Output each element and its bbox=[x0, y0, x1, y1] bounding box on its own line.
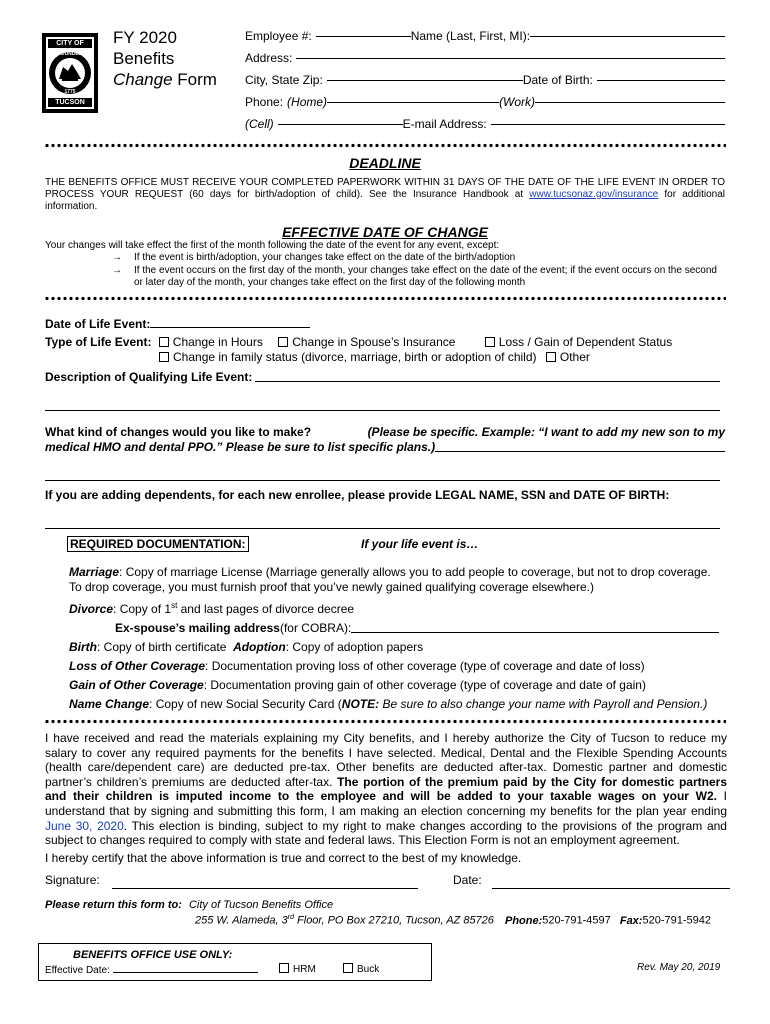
checkbox[interactable] bbox=[278, 337, 288, 347]
city-seal-logo bbox=[42, 33, 98, 113]
work-phone-field[interactable] bbox=[535, 91, 725, 103]
dotted-divider bbox=[44, 296, 726, 301]
description-line-2[interactable] bbox=[45, 410, 720, 411]
required-documentation-heading: REQUIRED DOCUMENTATION: bbox=[67, 536, 249, 552]
type-of-life-event-row-2 bbox=[159, 350, 590, 364]
employee-row: Employee #: Name (Last, First, MI): bbox=[245, 25, 725, 47]
checkbox[interactable] bbox=[546, 352, 556, 362]
employee-info-block bbox=[245, 25, 725, 135]
effective-bullet-1: → If the event is birth/adoption, your changes take effect on the date of the birth/adoption bbox=[112, 252, 516, 263]
employee-name-field[interactable] bbox=[530, 25, 725, 37]
address-row: Address: bbox=[245, 47, 725, 69]
description-field[interactable] bbox=[255, 370, 720, 382]
deadline-title: DEADLINE bbox=[349, 155, 421, 171]
signature-date-field[interactable] bbox=[492, 888, 730, 889]
city-row: City, State Zip: Date of Birth: bbox=[245, 69, 725, 91]
signature-field[interactable] bbox=[112, 888, 418, 889]
deadline-text: THE BENEFITS OFFICE MUST RECEIVE YOUR COMPLETED PAPERWORK WITHIN 31 DAYS OF THE DATE OF THE LIFE EVENT IN ORDER TO PROCESS YOUR REQUEST (60 days for birth/adoption of child). See the Insurance Handbook at www.tucsonaz.gov/insurance for additional information. bbox=[45, 177, 726, 212]
changes-field[interactable] bbox=[435, 440, 725, 452]
opt-family-status[interactable]: Change in family status (divorce, marriage, birth or adoption of child) bbox=[159, 350, 537, 364]
logo-arc-text: FOUNDED bbox=[57, 51, 83, 57]
type-of-life-event-row: Type of Life Event: Change in Hours Change in Spouse’s Insurance Loss / Gain of Dependent Status bbox=[45, 335, 673, 349]
checkbox[interactable] bbox=[159, 337, 169, 347]
effective-date-title: EFFECTIVE DATE OF CHANGE bbox=[282, 224, 488, 240]
logo-top-text: CITY OF bbox=[56, 40, 84, 47]
changes-line-2[interactable] bbox=[45, 480, 720, 481]
dependents-line[interactable] bbox=[45, 528, 720, 529]
doc-name-change: Name Change: Copy of new Social Security Card (NOTE: Be sure to also change your name with Payroll and Pension.) bbox=[69, 697, 708, 711]
email-field[interactable] bbox=[491, 113, 725, 125]
checkbox[interactable] bbox=[159, 352, 169, 362]
effective-intro: Your changes will take effect the first of the month following the date of the event for any event, except: bbox=[45, 240, 500, 251]
cell-phone-field[interactable] bbox=[278, 113, 403, 125]
office-use-hrm[interactable]: HRM bbox=[279, 963, 316, 975]
address-field[interactable] bbox=[296, 47, 725, 59]
authorization-text: I have received and read the materials explaining my City benefits, and I hereby authorize the City of Tucson to reduce my salary to cover any required payments for the benefits I have selected. Medical, Dental and the Flexible Spending Accounts (health care/dependent care) are deducted pre-tax. Other benefits are deducted after-tax. Domestic partner and domestic partner’s children’s premiums are deducted after-tax. The portion of the premium paid by the City for domestic partners and their children is imputed income to the employee and will be added to your taxable wages on your W2. I understand that by signing and submitting this form, I am making an election concerning my benefits for the plan year ending June 30, 2020. This election is binding, subject to my right to make changes according to the provisions of the program and subject to changes required to comply with state and federal laws. This Election Form is not an employment agreement. I hereby certify that the above information is true and correct to the best of my knowledge. bbox=[45, 731, 727, 865]
office-use-title: BENEFITS OFFICE USE ONLY: bbox=[73, 949, 233, 961]
arrow-icon: → bbox=[112, 252, 122, 263]
opt-spouse-insurance[interactable]: Change in Spouse’s Insurance bbox=[278, 335, 455, 349]
changes-question: What kind of changes would you like to make? (Please be specific. Example: “I want to add my new son to my medical HMO and dental PPO.” Please be sure to list specific plans.) bbox=[45, 425, 725, 454]
doc-ex-spouse: Ex-spouse’s mailing address (for COBRA): bbox=[69, 621, 719, 636]
checkbox[interactable] bbox=[343, 963, 353, 973]
plan-year-end-date: June 30, 2020 bbox=[45, 818, 124, 833]
effective-bullet-2: → If the event occurs on the first day of the month, your changes take effect on the date of the event; if the event occurs on the second or later day of the month, your changes take effect on the first day of the following month bbox=[112, 265, 717, 288]
doc-loss-coverage: Loss of Other Coverage: Documentation proving loss of other coverage (type of coverage and date of loss) bbox=[69, 659, 645, 673]
certify-statement: I hereby certify that the above information is true and correct to the best of my knowledge. bbox=[45, 850, 522, 865]
form-title-line2: Benefits bbox=[113, 49, 175, 68]
arrow-icon: → bbox=[112, 265, 122, 276]
return-instructions: Please return this form to: City of Tucson Benefits Office bbox=[45, 899, 334, 911]
insurance-link[interactable]: www.tucsonaz.gov/insurance bbox=[529, 189, 659, 200]
life-event-date-field[interactable] bbox=[150, 316, 310, 328]
checkbox[interactable] bbox=[485, 337, 495, 347]
doc-divorce: Divorce: Copy of 1st and last pages of divorce decree bbox=[69, 601, 355, 616]
dotted-divider bbox=[44, 143, 726, 148]
date-label: Date: bbox=[453, 873, 482, 887]
office-use-effective: Effective Date: bbox=[45, 963, 258, 976]
revision-date: Rev. May 20, 2019 bbox=[637, 962, 721, 973]
dependents-instruction: If you are adding dependents, for each new enrollee, please provide LEGAL NAME, SSN and DATE OF BIRTH: bbox=[45, 488, 670, 502]
office-effective-date-field[interactable] bbox=[113, 963, 258, 973]
if-life-event-label: If your life event is… bbox=[361, 537, 479, 551]
dotted-divider bbox=[44, 719, 726, 724]
return-address-row: 255 W. Alameda, 3rd Floor, PO Box 27210, Tucson, AZ 85726 Phone:520-791-4597 Fax:520-791-5942 bbox=[195, 914, 711, 927]
date-of-life-event-row: Date of Life Event: bbox=[45, 316, 310, 331]
home-phone-field[interactable] bbox=[327, 91, 499, 103]
description-row: Description of Qualifying Life Event: bbox=[45, 370, 720, 384]
opt-other[interactable]: Other bbox=[546, 350, 590, 364]
doc-gain-coverage: Gain of Other Coverage: Documentation proving gain of other coverage (type of coverage and date of gain) bbox=[69, 678, 646, 692]
doc-birth-adoption: Birth: Copy of birth certificate Adoption: Copy of adoption papers bbox=[69, 640, 424, 654]
cell-row: (Cell) E-mail Address: bbox=[245, 113, 725, 135]
logo-bottom-text: TUCSON bbox=[55, 99, 85, 106]
form-title-line1: FY 2020 bbox=[113, 28, 177, 47]
doc-marriage-cont: To drop coverage, you must furnish proof that you’ve newly gained qualifying coverage elsewhere.) bbox=[69, 580, 594, 594]
opt-change-hours[interactable]: Change in Hours bbox=[159, 335, 263, 349]
checkbox[interactable] bbox=[279, 963, 289, 973]
signature-label: Signature: bbox=[45, 873, 100, 887]
city-state-zip-field[interactable] bbox=[327, 69, 523, 81]
phone-row: Phone: (Home) (Work) bbox=[245, 91, 725, 113]
documentation-list bbox=[69, 565, 734, 712]
office-use-buck[interactable]: Buck bbox=[343, 963, 379, 975]
logo-arc-year: 1775 bbox=[64, 89, 76, 95]
doc-marriage: Marriage: Copy of marriage License (Marriage generally allows you to add people to coverage, but not to drop coverage. bbox=[69, 565, 711, 579]
office-use-box bbox=[38, 943, 432, 981]
date-of-birth-field[interactable] bbox=[597, 69, 725, 81]
employee-number-field[interactable] bbox=[316, 25, 411, 37]
form-title-line3: Change Form bbox=[113, 70, 217, 89]
opt-dependent-status[interactable]: Loss / Gain of Dependent Status bbox=[485, 335, 672, 349]
form-title bbox=[113, 27, 217, 90]
ex-spouse-address-field[interactable] bbox=[351, 621, 719, 633]
